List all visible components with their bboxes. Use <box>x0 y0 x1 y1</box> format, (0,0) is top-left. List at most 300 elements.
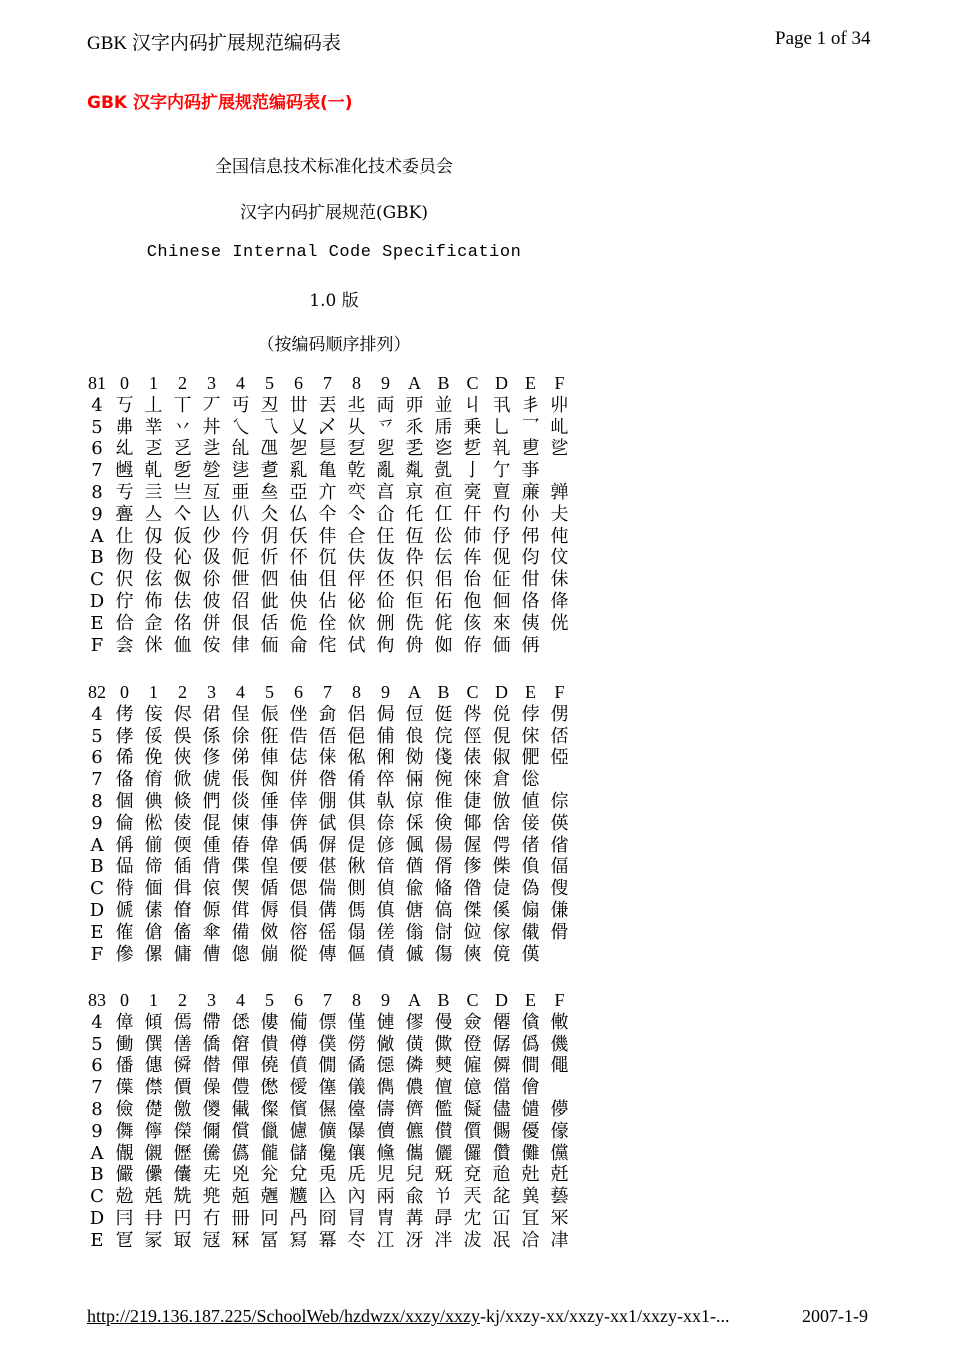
table-cell: 丮 <box>492 394 511 416</box>
table-cell: 偽 <box>521 878 540 900</box>
column-header: A <box>408 682 421 702</box>
table-cell: 乲 <box>434 438 453 460</box>
table-cell: 儶 <box>405 1142 424 1164</box>
version-label: 1.0 版 <box>309 291 359 311</box>
table-cell: 兓 <box>434 1164 453 1186</box>
table-cell: 俰 <box>376 747 395 769</box>
column-header: 9 <box>381 990 390 1010</box>
table-cell: 偛 <box>173 856 192 878</box>
column-header: E <box>525 373 536 393</box>
table-cell: 仚 <box>376 503 395 525</box>
table-cell: 佌 <box>260 590 279 612</box>
table-cell: 倧 <box>550 790 569 812</box>
column-header: A <box>408 373 421 393</box>
table-cell: 兂 <box>202 1164 221 1186</box>
table-cell: 僗 <box>347 1033 366 1055</box>
table-cell: 俶 <box>492 747 511 769</box>
table-cell: 佒 <box>289 590 308 612</box>
table-cell: 倅 <box>376 769 395 791</box>
table-cell: 儉 <box>115 1098 134 1120</box>
table-cell: 乸 <box>115 460 134 482</box>
table-lead-byte: 83 <box>88 990 106 1010</box>
table-cell: 侽 <box>550 703 569 725</box>
table-cell: 佱 <box>144 612 163 634</box>
table-cell: 償 <box>231 1120 250 1142</box>
table-cell: 傿 <box>173 1011 192 1033</box>
table-cell: 傷 <box>434 943 453 965</box>
table-cell: 僓 <box>260 1033 279 1055</box>
table-cell: 佄 <box>521 569 540 591</box>
table-cell: 僼 <box>231 1077 250 1099</box>
table-cell: 傘 <box>202 921 221 943</box>
table-cell: 冣 <box>173 1229 192 1251</box>
table-cell: 儙 <box>521 1098 540 1120</box>
table-cell: 乢 <box>550 416 569 438</box>
table-cell: 侭 <box>173 703 192 725</box>
table-cell: 傴 <box>347 943 366 965</box>
table-cell: 冊 <box>231 1207 250 1229</box>
table-cell: 仭 <box>144 525 163 547</box>
column-header: 5 <box>265 990 274 1010</box>
document-title: GBK 汉字内码扩展规范编码表(一) <box>87 93 353 113</box>
table-cell: 們 <box>202 790 221 812</box>
column-header: 3 <box>207 990 216 1010</box>
table-cell: 儹 <box>492 1142 511 1164</box>
table-cell: 僠 <box>115 1055 134 1077</box>
table-row <box>84 900 574 922</box>
table-cell: 僯 <box>405 1055 424 1077</box>
table-cell: 僊 <box>492 1011 511 1033</box>
table-cell: 乑 <box>405 416 424 438</box>
table-cell: 偤 <box>405 856 424 878</box>
table-cell: 偁 <box>115 834 134 856</box>
table-cell: 乧 <box>202 438 221 460</box>
table-cell: 倰 <box>173 812 192 834</box>
table-row <box>84 1077 574 1099</box>
table-cell: 傒 <box>492 899 511 921</box>
table-cell: 儛 <box>115 1120 134 1142</box>
table-cell: 偔 <box>492 834 511 856</box>
table-cell: 俼 <box>144 769 163 791</box>
table-cell: 冏 <box>318 1207 337 1229</box>
table-cell: 儺 <box>521 1142 540 1164</box>
table-cell: 丗 <box>289 394 308 416</box>
table-cell: 亁 <box>347 460 366 482</box>
footer-url-link[interactable]: http://219.136.187.225/SchoolWeb/hzdwzx/xxzy/xxzy <box>87 1306 481 1326</box>
table-cell: 兯 <box>434 1186 453 1208</box>
table-cell: 儢 <box>289 1120 308 1142</box>
table-cell: 傱 <box>289 943 308 965</box>
table-cell: 傝 <box>347 921 366 943</box>
table-row <box>84 438 574 460</box>
table-cell: 侓 <box>231 634 250 656</box>
table-row <box>84 944 574 966</box>
table-cell: 儅 <box>492 1077 511 1099</box>
table-cell: 仦 <box>521 503 540 525</box>
table-cell: 侳 <box>289 703 308 725</box>
table-cell: 伾 <box>376 569 395 591</box>
table-cell: 倄 <box>347 769 366 791</box>
table-cell: 乀 <box>231 416 250 438</box>
table-cell: 丱 <box>550 394 569 416</box>
table-cell: 亣 <box>318 481 337 503</box>
table-cell: 偫 <box>115 878 134 900</box>
row-header: F <box>90 634 104 656</box>
table-cell: 仩 <box>115 525 134 547</box>
table-header-row <box>84 373 574 395</box>
table-cell: 倣 <box>492 790 511 812</box>
table-cell: 俛 <box>144 747 163 769</box>
row-header: 5 <box>91 725 103 747</box>
table-cell: 傜 <box>318 921 337 943</box>
table-cell: 內 <box>347 1186 366 1208</box>
table-cell: 侹 <box>434 703 453 725</box>
table-cell: 偝 <box>202 856 221 878</box>
table-cell: 亸 <box>550 481 569 503</box>
row-header: B <box>90 856 104 878</box>
org-name: 全国信息技术标准化技术委员会 <box>215 157 453 177</box>
table-cell: 侖 <box>289 634 308 656</box>
table-cell: 僝 <box>492 1033 511 1055</box>
table-cell: 債 <box>376 943 395 965</box>
table-cell: 伡 <box>463 547 482 569</box>
table-cell: 亊 <box>521 460 540 482</box>
table-cell: 丳 <box>115 416 134 438</box>
table-cell: 僔 <box>289 1033 308 1055</box>
table-cell: 伵 <box>260 569 279 591</box>
table-cell: 僫 <box>376 1055 395 1077</box>
table-row <box>84 922 574 944</box>
table-cell: 亀 <box>318 460 337 482</box>
table-cell: 冡 <box>144 1229 163 1251</box>
table-cell: 傋 <box>318 899 337 921</box>
table-cell: 偀 <box>550 812 569 834</box>
table-cell: 傂 <box>115 899 134 921</box>
table-cell: 傎 <box>376 899 395 921</box>
table-cell: 伱 <box>202 569 221 591</box>
table-cell: 僡 <box>144 1055 163 1077</box>
row-header: F <box>90 943 104 965</box>
table-cell: 仺 <box>347 525 366 547</box>
table-cell: 冃 <box>115 1207 134 1229</box>
table-cell: 乬 <box>318 438 337 460</box>
table-cell: 儝 <box>173 1120 192 1142</box>
table-cell: 冚 <box>492 1207 511 1229</box>
table-cell: 僷 <box>115 1077 134 1099</box>
table-cell: 俫 <box>318 747 337 769</box>
table-cell: 僀 <box>202 1011 221 1033</box>
table-cell: 乊 <box>376 416 395 438</box>
column-header: 2 <box>178 373 187 393</box>
table-row <box>84 856 574 878</box>
table-cell: 乄 <box>318 416 337 438</box>
table-cell: 倀 <box>231 769 250 791</box>
table-row <box>84 1055 574 1077</box>
table-cell: 傃 <box>144 899 163 921</box>
table-cell: 伆 <box>115 547 134 569</box>
table-cell: 儨 <box>463 1120 482 1142</box>
table-cell: 佫 <box>521 590 540 612</box>
table-cell: 乁 <box>260 416 279 438</box>
table-cell: 傢 <box>492 921 511 943</box>
table-cell: 偳 <box>318 878 337 900</box>
table-cell: 伀 <box>434 525 453 547</box>
table-cell: 傉 <box>260 899 279 921</box>
table-cell: 佽 <box>347 612 366 634</box>
table-cell: 亰 <box>405 481 424 503</box>
table-cell: 乺 <box>173 460 192 482</box>
table-cell: 兊 <box>260 1164 279 1186</box>
table-cell: 仮 <box>173 525 192 547</box>
table-cell: 倵 <box>318 812 337 834</box>
table-cell: 亪 <box>347 481 366 503</box>
table-cell: 傹 <box>492 943 511 965</box>
table-cell: 偯 <box>202 878 221 900</box>
table-cell: 侞 <box>434 634 453 656</box>
table-lead-byte: 81 <box>88 373 106 393</box>
column-header: 0 <box>120 990 129 1010</box>
table-cell: 伜 <box>405 547 424 569</box>
table-cell: 俽 <box>173 769 192 791</box>
table-cell: 俬 <box>347 747 366 769</box>
table-cell: 俿 <box>202 769 221 791</box>
page-number: Page 1 of 34 <box>775 28 871 49</box>
table-row <box>84 1121 574 1143</box>
table-cell: 儲 <box>289 1142 308 1164</box>
table-cell: 僤 <box>231 1055 250 1077</box>
table-cell: 偊 <box>289 834 308 856</box>
code-table-82 <box>84 682 574 965</box>
table-cell: 傪 <box>115 943 134 965</box>
table-header-row <box>84 990 574 1012</box>
table-cell: 冧 <box>231 1229 250 1251</box>
table-row <box>84 726 574 748</box>
table-cell: 傓 <box>521 899 540 921</box>
table-row <box>84 878 574 900</box>
table-cell: 俈 <box>289 725 308 747</box>
table-cell: 傸 <box>463 943 482 965</box>
table-cell: 傮 <box>202 943 221 965</box>
table-cell: 仸 <box>289 525 308 547</box>
table-cell: 仐 <box>318 503 337 525</box>
table-cell: 倃 <box>318 769 337 791</box>
table-cell: 仛 <box>405 503 424 525</box>
table-cell: 丷 <box>173 416 192 438</box>
table-cell: 侊 <box>550 612 569 634</box>
table-cell: 伮 <box>173 569 192 591</box>
table-cell: 乚 <box>492 416 511 438</box>
table-cell: 儕 <box>405 1098 424 1120</box>
table-row <box>84 1143 574 1165</box>
table-cell: 僿 <box>318 1077 337 1099</box>
table-cell: 偮 <box>173 878 192 900</box>
column-header: 8 <box>352 990 361 1010</box>
table-cell: 傌 <box>347 899 366 921</box>
column-header: 5 <box>265 682 274 702</box>
table-cell: 並 <box>434 394 453 416</box>
table-row <box>84 395 574 417</box>
table-cell: 儻 <box>550 1142 569 1164</box>
table-cell: 伋 <box>202 547 221 569</box>
table-cell: 傆 <box>202 899 221 921</box>
table-cell: 兏 <box>347 1164 366 1186</box>
table-cell: 佢 <box>405 590 424 612</box>
table-cell: 伻 <box>347 569 366 591</box>
table-cell: 偂 <box>144 834 163 856</box>
row-header: A <box>90 525 104 547</box>
table-cell: 兲 <box>463 1186 482 1208</box>
table-cell: 伿 <box>405 569 424 591</box>
table-cell: 偩 <box>521 856 540 878</box>
table-cell: 儓 <box>347 1098 366 1120</box>
table-cell: 冝 <box>521 1207 540 1229</box>
table-cell: 儠 <box>260 1120 279 1142</box>
table-cell: 僁 <box>231 1011 250 1033</box>
table-cell: 倫 <box>115 812 134 834</box>
row-header: 8 <box>91 1098 103 1120</box>
table-cell: 儱 <box>260 1142 279 1164</box>
table-cell: 侺 <box>463 703 482 725</box>
table-cell: 俻 <box>115 769 134 791</box>
table-row <box>84 1099 574 1121</box>
table-cell: 儎 <box>231 1098 250 1120</box>
table-cell: 儮 <box>173 1142 192 1164</box>
table-cell: 傼 <box>521 943 540 965</box>
table-cell: 乭 <box>347 438 366 460</box>
table-cell: 儼 <box>115 1164 134 1186</box>
table-cell: 傶 <box>405 943 424 965</box>
table-cell: 値 <box>521 790 540 812</box>
table-cell: 亹 <box>115 503 134 525</box>
table-row <box>84 704 574 726</box>
table-cell: 僲 <box>492 1055 511 1077</box>
column-header: 7 <box>323 373 332 393</box>
table-cell: 冑 <box>376 1207 395 1229</box>
table-cell: 僸 <box>144 1077 163 1099</box>
table-cell: 丅 <box>173 394 192 416</box>
table-row <box>84 569 574 591</box>
table-cell: 儘 <box>492 1098 511 1120</box>
table-cell: 伈 <box>173 547 192 569</box>
table-cell: 偹 <box>434 878 453 900</box>
table-cell: 冺 <box>492 1229 511 1251</box>
table-cell: 亃 <box>405 460 424 482</box>
table-cell: 冸 <box>434 1229 453 1251</box>
table-row <box>84 791 574 813</box>
table-cell: 価 <box>492 634 511 656</box>
table-cell: 傳 <box>318 943 337 965</box>
row-header: E <box>90 1229 104 1251</box>
table-cell: 俁 <box>173 725 192 747</box>
table-cell: 僢 <box>173 1055 192 1077</box>
table-cell: 佨 <box>463 590 482 612</box>
table-cell: 儬 <box>115 1142 134 1164</box>
table-cell: 傫 <box>144 943 163 965</box>
table-cell: 倳 <box>260 812 279 834</box>
table-cell: 偧 <box>463 856 482 878</box>
table-cell: 僈 <box>434 1011 453 1033</box>
table-cell: 儸 <box>463 1142 482 1164</box>
table-cell: 偋 <box>318 834 337 856</box>
table-cell: 兤 <box>289 1186 308 1208</box>
table-cell: 侢 <box>521 634 540 656</box>
column-header: 8 <box>352 682 361 702</box>
table-cell: 乤 <box>144 438 163 460</box>
column-header: E <box>525 990 536 1010</box>
table-cell: 偦 <box>434 856 453 878</box>
table-cell: 兎 <box>318 1164 337 1186</box>
table-cell: 儴 <box>347 1142 366 1164</box>
row-header: 9 <box>91 1120 103 1142</box>
table-cell: 儳 <box>318 1142 337 1164</box>
table-cell: 佉 <box>173 590 192 612</box>
table-cell: 偣 <box>376 856 395 878</box>
column-header: F <box>554 990 565 1010</box>
table-cell: 偲 <box>289 878 308 900</box>
column-header: 2 <box>178 682 187 702</box>
table-cell: 伷 <box>289 569 308 591</box>
table-cell: 倇 <box>434 769 453 791</box>
table-cell: 亇 <box>492 460 511 482</box>
table-row <box>84 1208 574 1230</box>
table-cell: 亜 <box>231 481 250 503</box>
table-cell: 傊 <box>289 899 308 921</box>
table-cell: 侇 <box>521 612 540 634</box>
row-header: A <box>90 1142 104 1164</box>
column-header: 2 <box>178 990 187 1010</box>
table-cell: 倕 <box>260 790 279 812</box>
row-header: 5 <box>91 416 103 438</box>
table-lead-byte: 82 <box>88 682 106 702</box>
row-header: C <box>90 569 104 591</box>
column-header: 4 <box>236 373 245 393</box>
table-row <box>84 813 574 835</box>
table-cell: 兾 <box>521 1186 540 1208</box>
table-cell: 偼 <box>492 878 511 900</box>
row-header: 4 <box>91 703 103 725</box>
table-cell: 乕 <box>434 416 453 438</box>
table-cell: 俥 <box>260 747 279 769</box>
column-header: 5 <box>265 373 274 393</box>
table-cell: 僽 <box>260 1077 279 1099</box>
table-cell: 俹 <box>550 747 569 769</box>
footer-url[interactable] <box>87 1306 729 1327</box>
table-cell: 倴 <box>289 812 308 834</box>
table-cell: 佋 <box>231 590 250 612</box>
table-cell: 俒 <box>434 725 453 747</box>
row-header: B <box>90 1164 104 1186</box>
table-cell: 仧 <box>550 503 569 525</box>
table-cell: 冘 <box>463 1207 482 1229</box>
table-cell: 兠 <box>202 1186 221 1208</box>
table-cell: 傾 <box>144 1011 163 1033</box>
table-cell: 冭 <box>347 1229 366 1251</box>
table-cell: 僑 <box>202 1033 221 1055</box>
table-cell: 儔 <box>376 1098 395 1120</box>
row-header: E <box>90 921 104 943</box>
table-cell: 儰 <box>231 1142 250 1164</box>
table-cell: 乯 <box>405 438 424 460</box>
table-row <box>84 635 574 657</box>
table-cell: 丂 <box>115 394 134 416</box>
table-cell: 仯 <box>202 525 221 547</box>
table-cell: 俴 <box>434 747 453 769</box>
table-cell: 倖 <box>289 790 308 812</box>
column-header: 6 <box>294 990 303 1010</box>
table-cell: 傛 <box>289 921 308 943</box>
table-cell: 佀 <box>434 569 453 591</box>
table-row <box>84 835 574 857</box>
